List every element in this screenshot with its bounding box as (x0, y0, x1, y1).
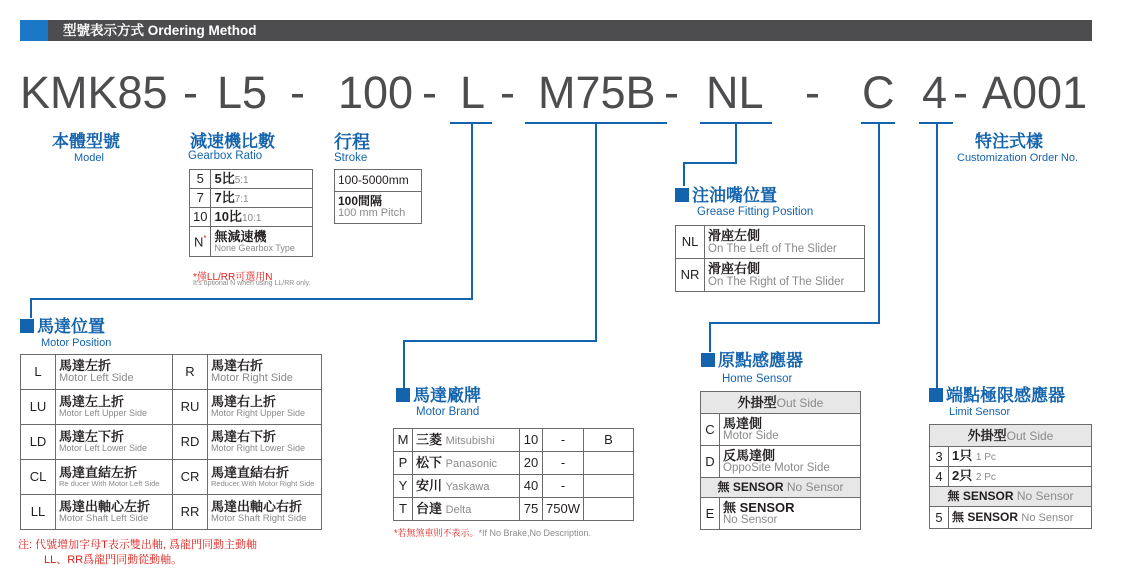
ls-five-en: No Sensor (1021, 511, 1074, 524)
grease-code: NR (676, 259, 705, 292)
hs-none-zh: 無 (717, 480, 730, 495)
mp-en: Motor Right Lower Side (211, 443, 306, 454)
home-sensor-title-wrap (701, 352, 803, 369)
mp-zh: 馬達直結左折 (59, 465, 138, 481)
home-sensor-row (701, 392, 861, 414)
ls-none-zh: 無 (947, 489, 960, 504)
grease-en: On The Right of The Slider (708, 275, 845, 288)
motor-position-title-wrap (20, 318, 105, 335)
mb-en: Yaskawa (445, 480, 490, 493)
footnote-line1: 注: 代號增加字母T表示雙出軸, 爲龍門同動主動軸 (18, 539, 257, 551)
mb-zh: 松下 (416, 454, 443, 470)
mb-brake (584, 475, 634, 498)
gearbox-zh: 5比 (214, 170, 235, 186)
home-sensor-row (701, 446, 861, 478)
mp-cell (208, 495, 322, 530)
hs-cell (701, 478, 861, 498)
mb-watt: 20 (520, 452, 543, 475)
mp-zh: 馬達直結右折 (211, 465, 290, 481)
motor-brand-note-wrap (394, 526, 591, 539)
mb-cell (413, 429, 520, 452)
code-dash: - (953, 67, 968, 118)
hs-none-label: SENSOR (732, 480, 784, 495)
grease-title-wrap (675, 187, 777, 204)
mp-code: CL (21, 460, 56, 495)
grease-zh: 滑座左側 (708, 228, 761, 244)
code-dash: - (422, 67, 437, 118)
connector-home-sensor (709, 322, 711, 352)
gearbox-note-en: It's optional N when using LL/RR only. (193, 280, 311, 287)
gearbox-row (190, 227, 313, 257)
limit-sensor-row (930, 467, 1092, 487)
hs-code: C (701, 414, 720, 446)
footnote-line2: LL、RR爲龍門同動從動軸。 (44, 554, 183, 566)
mb-en: Delta (445, 503, 472, 516)
hs-zh: 反馬達側 (723, 447, 776, 463)
hs-e-label: SENSOR (739, 499, 795, 515)
mp-code: RD (173, 425, 208, 460)
code-dash: - (183, 67, 198, 118)
code-model: KMK85 (20, 67, 168, 118)
motor-brand-subtitle: Motor Brand (416, 406, 480, 418)
mp-cell (56, 355, 173, 390)
square-bullet-icon (675, 188, 689, 202)
gearbox-en: None Gearbox Type (214, 242, 295, 253)
limit-sensor-title: 端點極限感應器 (946, 386, 1065, 405)
square-bullet-icon (20, 319, 34, 333)
code-home-sensor: C (862, 67, 895, 118)
ls-hang-zh: 外掛型 (967, 427, 1007, 443)
mb-code: Y (394, 475, 413, 498)
mb-en: Panasonic (445, 457, 498, 470)
motor-brand-note: *若無煞車則不表示。 (394, 528, 479, 538)
mp-zh: 馬達右折 (211, 358, 264, 374)
ls-en: 2 Pc (975, 472, 996, 484)
mp-en: Motor Shaft Right Side (211, 512, 307, 524)
stroke-range: 100-5000mm (335, 170, 422, 192)
gearbox-cell (190, 227, 211, 257)
connector-home-sensor (709, 322, 880, 324)
code-ratio: L5 (217, 67, 268, 118)
motor-brand-row (394, 452, 634, 475)
home-sensor-title: 原點感應器 (718, 351, 803, 370)
mp-code: LD (21, 425, 56, 460)
connector-brand (403, 340, 405, 388)
gearbox-cell (211, 189, 313, 208)
ls-code: 4 (930, 467, 949, 487)
mb-zh: 三菱 (416, 431, 443, 447)
home-sensor-row (701, 478, 861, 498)
square-bullet-icon (396, 388, 410, 402)
grease-cell (705, 259, 865, 292)
limit-sensor-table (929, 424, 1092, 529)
ls-none-label: SENSOR (962, 489, 1014, 504)
hs-code: D (701, 446, 720, 478)
limit-sensor-row (930, 425, 1092, 447)
limit-sensor-row (930, 447, 1092, 467)
mb-power: - (543, 429, 584, 452)
code-dash: - (805, 67, 820, 118)
gearbox-code: 5 (190, 170, 211, 189)
hs-cell (720, 446, 861, 478)
gearbox-asterisk: * (203, 233, 207, 243)
ls-code: 5 (930, 507, 949, 529)
model-subtitle: Model (74, 152, 104, 164)
mp-zh: 馬達左上折 (59, 394, 125, 410)
code-custom: A001 (982, 67, 1088, 118)
hs-en: No Sensor (723, 514, 778, 527)
motor-brand-table (393, 428, 634, 521)
gearbox-code: 7 (190, 189, 211, 208)
connector-home-sensor (878, 123, 880, 323)
mp-cell (208, 355, 322, 390)
gearbox-note: *僅LL/RR可選用N (193, 272, 273, 283)
mp-en: Motor Left Side (59, 372, 134, 385)
custom-subtitle: Customization Order No. (957, 152, 1079, 164)
gearbox-zh: 7比 (214, 189, 235, 205)
ls-hang-en: Out Side (1006, 428, 1054, 443)
grease-row (676, 226, 865, 259)
mp-zh: 馬達出軸心右折 (211, 499, 303, 515)
limit-sensor-subtitle: Limit Sensor (949, 406, 1011, 418)
connector-grease (683, 162, 685, 186)
limit-sensor-title-wrap (929, 387, 1065, 404)
gearbox-zh: 無減速機 (214, 228, 267, 244)
mp-code: LU (21, 390, 56, 425)
home-sensor-row (701, 414, 861, 446)
gearbox-code: N (193, 233, 204, 249)
mb-brake (584, 452, 634, 475)
gearbox-code: 10 (190, 208, 211, 227)
mp-zh: 馬達右下折 (211, 429, 277, 445)
mp-code: LL (21, 495, 56, 530)
mp-en: Reducer With Motor Right Side (211, 478, 315, 488)
ls-cell (930, 425, 1092, 447)
mb-power: 750W (543, 498, 584, 521)
ls-five-zh: 無 (952, 509, 965, 524)
gearbox-row (190, 189, 313, 208)
connector-brand (595, 123, 597, 341)
mp-cell (208, 425, 322, 460)
header-accent (20, 20, 48, 41)
hs-en: Motor Side (723, 430, 779, 443)
motor-brand-title: 馬達廠牌 (413, 386, 481, 405)
motor-brand-row (394, 498, 634, 521)
mp-cell (56, 425, 173, 460)
mp-cell (56, 390, 173, 425)
motor-position-row (21, 425, 322, 460)
motor-position-subtitle: Motor Position (41, 337, 112, 349)
page-title: 型號表示方式 Ordering Method (63, 23, 257, 38)
mp-en: Motor Left Upper Side (59, 408, 148, 419)
custom-title: 特注式樣 (975, 132, 1043, 151)
limit-sensor-row (930, 507, 1092, 529)
gearbox-cell (211, 227, 313, 257)
hs-cell (701, 392, 861, 414)
gearbox-cell (211, 208, 313, 227)
hs-en: OppoSite Motor Side (723, 462, 830, 475)
gearbox-row (190, 170, 313, 189)
mp-en: Re ducer With Motor Left Side (59, 478, 160, 488)
mp-en: Motor Right Side (211, 372, 293, 385)
home-sensor-table (700, 391, 861, 530)
stroke-row (335, 192, 422, 224)
gearbox-cell (211, 170, 313, 189)
mb-en: Mitsubishi (445, 434, 495, 447)
mb-power: - (543, 452, 584, 475)
mp-cell (208, 390, 322, 425)
home-sensor-row (701, 498, 861, 530)
mb-brake (584, 498, 634, 521)
connector-motor-position (30, 298, 473, 300)
connector-motor-position (30, 298, 32, 318)
connector-limit-sensor (936, 123, 938, 388)
ls-code: 3 (930, 447, 949, 467)
mb-cell (413, 452, 520, 475)
mb-power: - (543, 475, 584, 498)
ls-en: 1 Pc (975, 452, 996, 464)
code-dash: - (664, 67, 679, 118)
ls-cell (949, 507, 1092, 529)
stroke-pitch: 100間隔 (338, 194, 383, 209)
code-stroke: 100 (338, 67, 414, 118)
gearbox-en: 7:1 (234, 193, 249, 205)
mb-code: P (394, 452, 413, 475)
stroke-title: 行程 (334, 132, 370, 152)
code-limit-sensor: 4 (922, 67, 948, 118)
mb-brake: B (584, 429, 634, 452)
grease-en: On The Left of The Slider (708, 242, 837, 255)
mp-code: CR (173, 460, 208, 495)
gearbox-row (190, 208, 313, 227)
gearbox-title: 減速機比數 (190, 132, 275, 151)
stroke-table (334, 169, 422, 224)
connector-brand (403, 340, 597, 342)
ls-cell (949, 467, 1092, 487)
mp-cell (208, 460, 322, 495)
mb-zh: 安川 (416, 477, 443, 493)
motor-position-row (21, 460, 322, 495)
mp-en: Motor Right Upper Side (211, 408, 306, 419)
mp-zh: 馬達左下折 (59, 429, 125, 445)
home-sensor-subtitle: Home Sensor (722, 373, 793, 385)
model-title: 本體型號 (52, 132, 120, 151)
grease-row (676, 259, 865, 292)
grease-title: 注油嘴位置 (692, 186, 777, 205)
limit-sensor-row (930, 487, 1092, 507)
motor-position-title: 馬達位置 (37, 317, 105, 336)
hs-hang-zh: 外掛型 (737, 394, 777, 410)
motor-brand-note-en: *If No Brake,No Description. (478, 528, 592, 538)
mb-cell (413, 498, 520, 521)
mp-zh: 馬達左折 (59, 358, 112, 374)
ls-five-label: SENSOR (967, 509, 1019, 524)
stroke-cell (335, 192, 422, 224)
gearbox-subtitle: Gearbox Ratio (188, 150, 263, 162)
mb-watt: 10 (520, 429, 543, 452)
motor-position-row (21, 390, 322, 425)
mp-en: Motor Left Lower Side (59, 443, 148, 454)
connector-grease (683, 162, 737, 164)
mp-zh: 馬達右上折 (211, 394, 277, 410)
hs-cell (720, 414, 861, 446)
gearbox-en: 5:1 (234, 174, 249, 186)
motor-brand-title-wrap (396, 387, 481, 404)
square-bullet-icon (929, 388, 943, 402)
mb-cell (413, 475, 520, 498)
ls-cell (949, 447, 1092, 467)
mp-en: Motor Shaft Left Side (59, 512, 149, 524)
stroke-subtitle: Stroke (334, 152, 368, 164)
mp-cell (56, 460, 173, 495)
mb-code: T (394, 498, 413, 521)
mb-code: M (394, 429, 413, 452)
mb-zh: 台達 (416, 500, 443, 516)
ls-zh: 2只 (952, 468, 973, 484)
code-dash: - (500, 67, 515, 118)
hs-zh (723, 501, 857, 515)
code-dash: - (290, 67, 305, 118)
connector-grease (735, 123, 737, 163)
ls-zh: 1只 (952, 448, 973, 464)
mb-watt: 40 (520, 475, 543, 498)
hs-code: E (701, 498, 720, 530)
square-bullet-icon (701, 353, 715, 367)
ls-cell (930, 487, 1092, 507)
grease-table (675, 225, 865, 292)
code-grease: NL (706, 67, 764, 118)
grease-cell (705, 226, 865, 259)
mp-cell (56, 495, 173, 530)
ls-none-en: No Sensor (1016, 489, 1074, 504)
gearbox-en: 10:1 (241, 212, 262, 224)
hs-hang-en: Out Side (776, 395, 824, 410)
mp-code: RR (173, 495, 208, 530)
stroke-pitch-en: 100 mm Pitch (338, 207, 406, 220)
hs-e-zh: 無 (723, 499, 737, 515)
grease-code: NL (676, 226, 705, 259)
motor-brand-row (394, 475, 634, 498)
gearbox-zh: 10比 (214, 208, 242, 224)
mb-watt: 75 (520, 498, 543, 521)
mp-code: R (173, 355, 208, 390)
code-brand: M75B (538, 67, 656, 118)
mp-code: L (21, 355, 56, 390)
connector-motor-position (471, 123, 473, 299)
mp-zh: 馬達出軸心左折 (59, 499, 151, 515)
motor-brand-row (394, 429, 634, 452)
hs-cell (720, 498, 861, 530)
motor-position-row (21, 495, 322, 530)
gearbox-table (189, 169, 313, 257)
motor-position-table (20, 354, 322, 530)
code-motor-position: L (460, 67, 486, 118)
hs-zh: 馬達側 (723, 415, 763, 431)
stroke-row (335, 170, 422, 192)
grease-zh: 滑座右側 (708, 261, 761, 277)
hs-none-en: No Sensor (786, 480, 844, 495)
grease-subtitle: Grease Fitting Position (697, 206, 814, 218)
motor-position-row (21, 355, 322, 390)
mp-code: RU (173, 390, 208, 425)
